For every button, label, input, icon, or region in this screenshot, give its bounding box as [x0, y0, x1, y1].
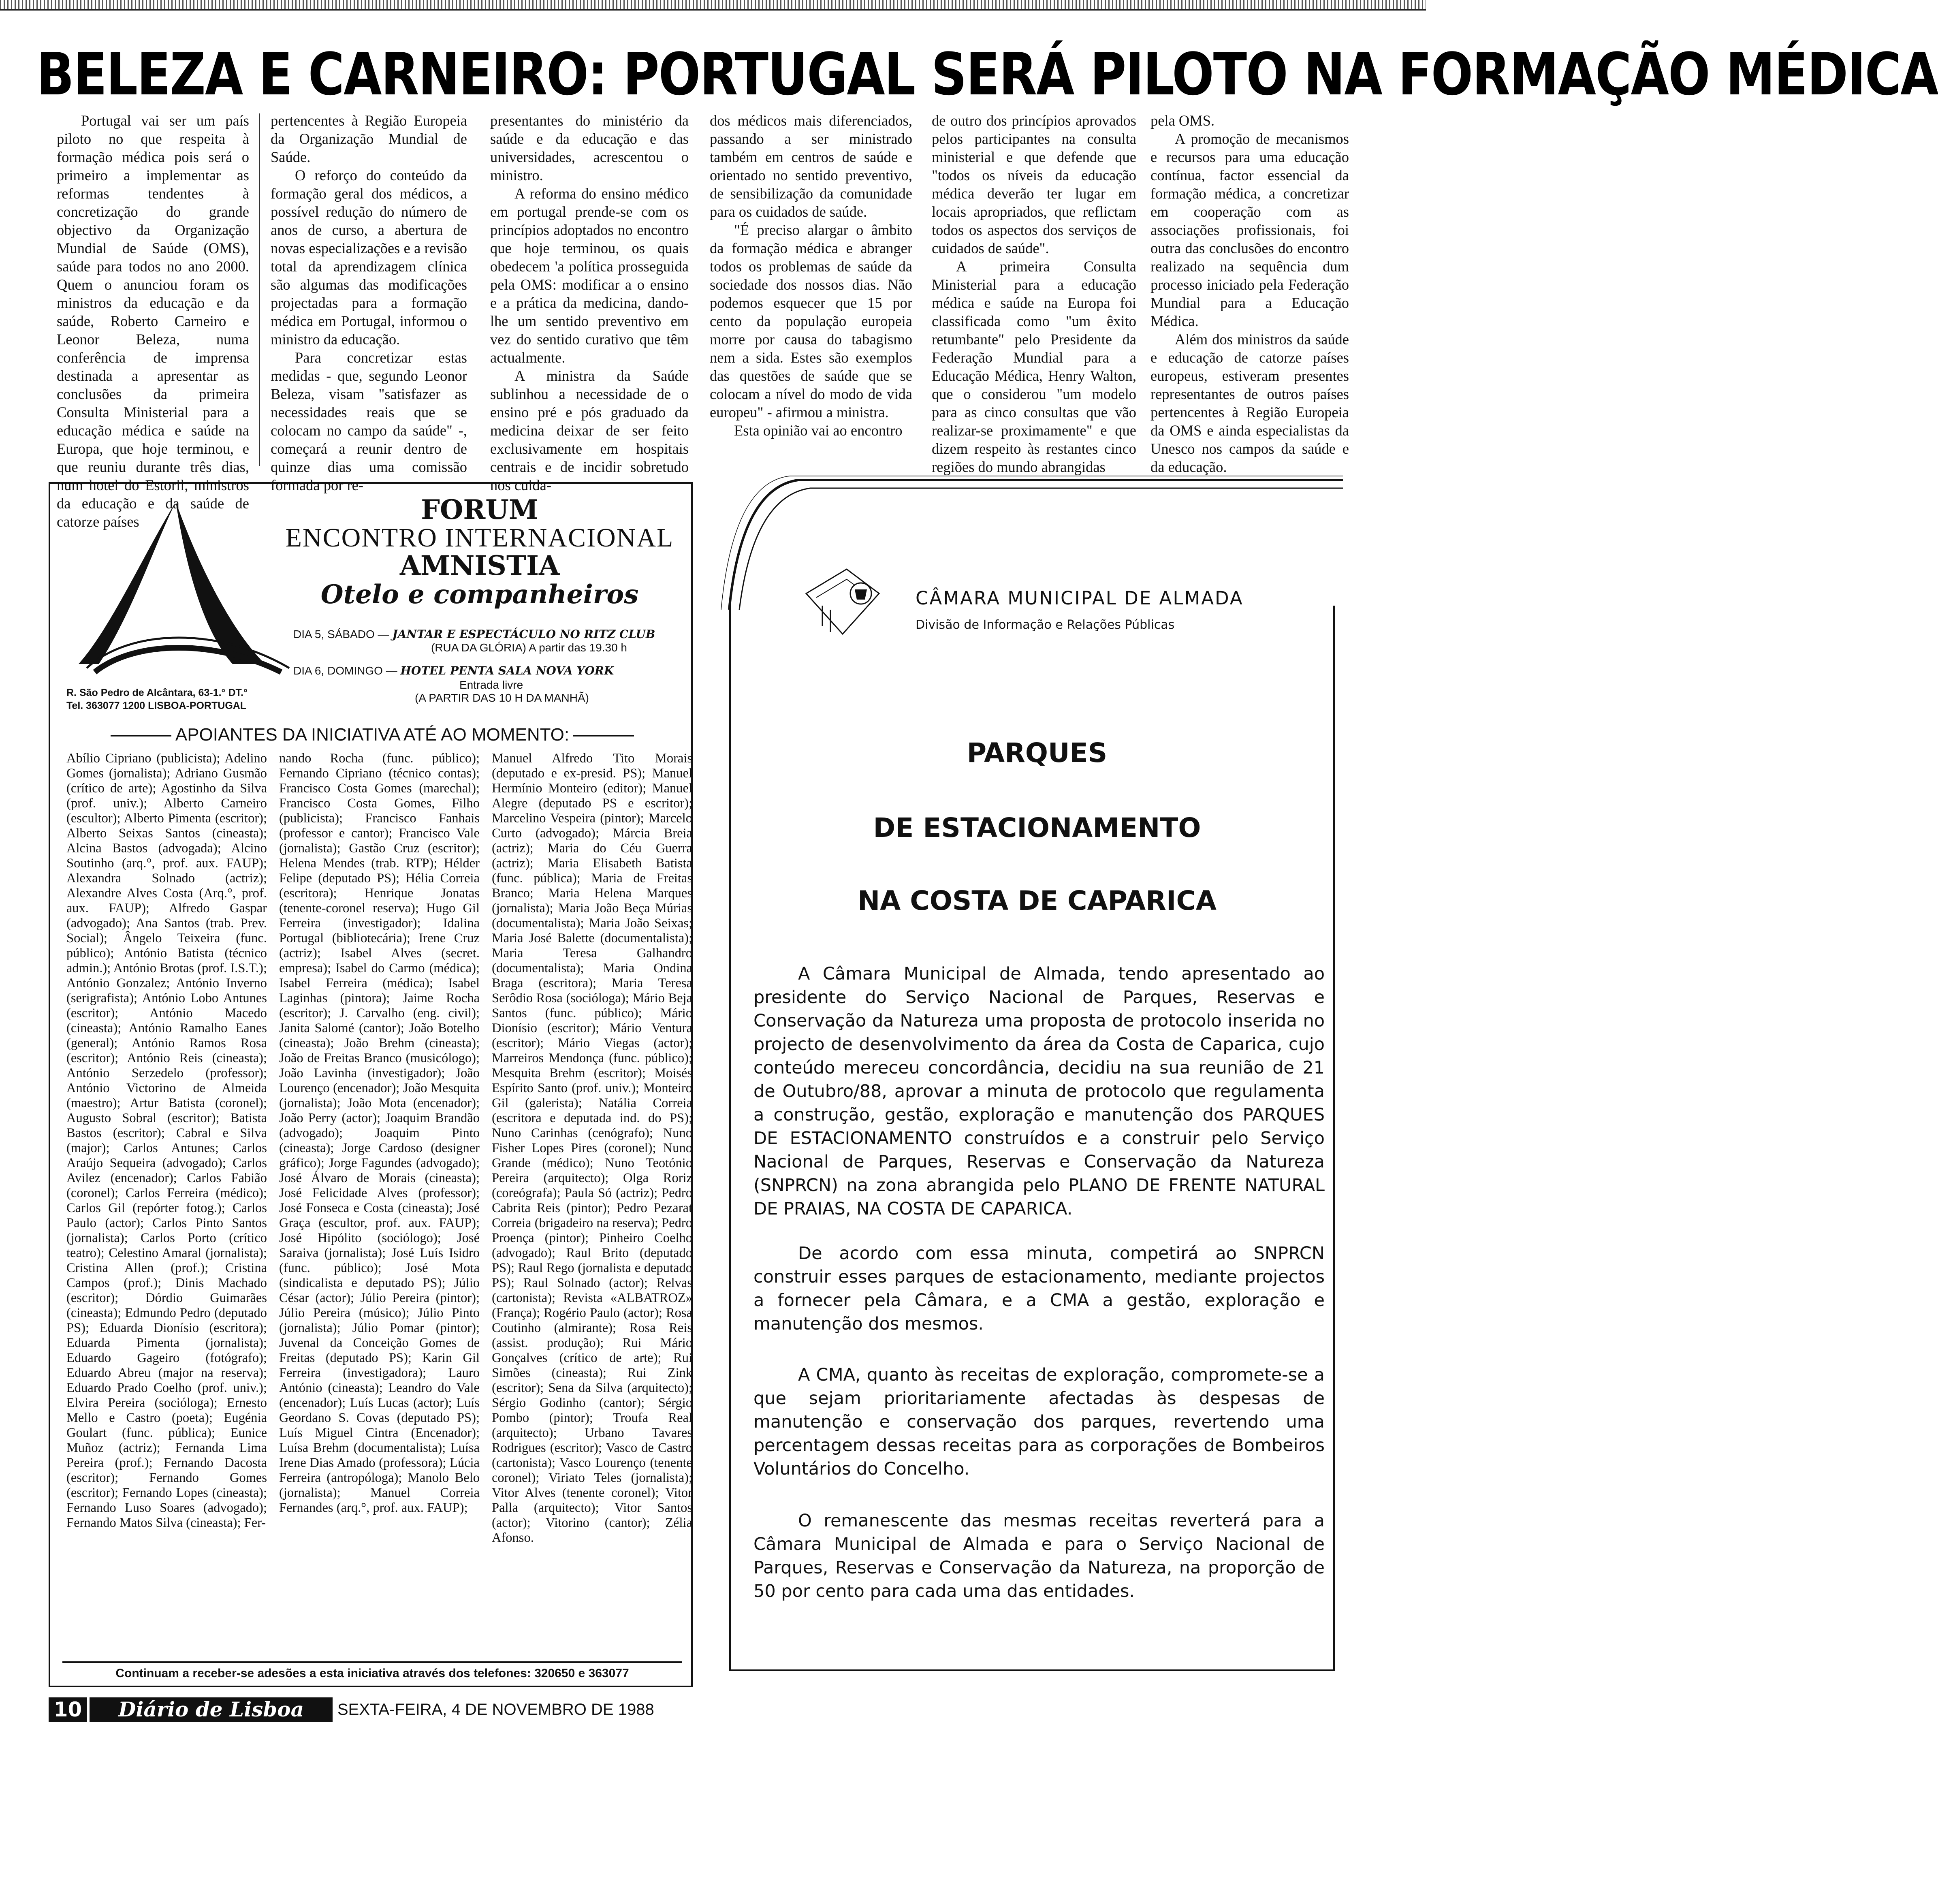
event-day: DIA 6, DOMINGO — [293, 664, 397, 677]
event-place: JANTAR E ESPECTÁCULO NO RITZ CLUB [392, 628, 655, 641]
supporters-heading [66, 725, 678, 745]
address-line: R. São Pedro de Alcântara, 63-1.° DT.° [66, 687, 248, 698]
column-rule [259, 113, 260, 466]
forum-title: FORUM [421, 494, 538, 525]
event-2-detail: Entrada livre [459, 679, 523, 691]
article-paragraph: Portugal vai ser um país piloto no que respeita à formação médica pois será o primeiro a implementar as reformas tendentes à concretização do grande objectivo da Organização Mundial de Saúde (OMS), saúde para todos no ano 2000. Quem o anunciou foram os ministros da educação e da saúde, Roberto Carneiro e Leonor Beleza, numa conferência de imprensa destinada a apresentar as conclusões da primeira Consulta Ministerial para a educação médica e saúde na Europa, que hoje terminou, e que reuniu durante três dias, num hotel do Estoril, ministros da educação e da saúde de catorze países [57, 112, 249, 530]
forum-otelo: Otelo e companheiros [320, 579, 639, 610]
article-paragraph: O reforço do conteúdo da formação geral dos médicos, a possível redução do número de anos de curso, a abertura de novas especializações e a revisão total da aprendizagem clínica são algumas das modificações projectadas para a formação médica em Portugal, informou o ministro da educação. [271, 167, 467, 348]
article-column-2 [271, 111, 467, 493]
forum-footer-note: Continuam a receber-se adesões a esta iniciativa através dos telefones: 320650 e 363077 [62, 1661, 682, 1683]
forum-address [66, 686, 248, 712]
article-paragraph: Além dos ministros da saúde e educação de catorze países europeus, estiveram presentes representantes de outros países pertencentes à Região Europeia da OMS e ainda especialistas da Unesco nos campos da saúde e da educação. [1150, 331, 1349, 475]
forum-subtitle: ENCONTRO INTERNACIONAL [285, 523, 674, 553]
notice-title-line-2: DE ESTACIONAMENTO [873, 812, 1201, 843]
supporters-column-3: Manuel Alfredo Tito Morais (deputado e ex-presid. PS); Manuel Hermínio Monteiro (editor); Manuel Alegre (deputado PS e escritor); Marcelino Vespeira (pintor); Marcelo Curto (advogado); Márcia Breia (actriz); Maria do Céu Guerra (actriz); Maria Elisabeth Batista (func. pública); Maria de Freitas Branco; Maria Helena Marques (jornalista); Maria João Beça Múrias (documentalista); Maria João Seixas; Maria José Balette (documentalista); Maria Teresa Galhandro (documentalista); Maria Ondina Braga (escritora); Maria Teresa Serôdio Rosa (socióloga); Mário Beja Santos (func. público); Mário Dionísio (escritor); Mário Ventura (escritor); Mário Viegas (actor); Marreiros Mendonça (func. público); Mesquita Brehm (escritor); Moisés Espírito Santo (prof. univ.); Monteiro Gil (galerista); Natália Correia (escritora e deputada ind. do PS); Nuno Carinhas (cenógrafo); Nuno Fisher Lopes Pires (coronel); Nuno Grande (médico); Nuno Teotónio Pereira (arquitecto); Olga Roriz (coreógrafa); Paula Só (actriz); Pedro Cabrita Reis (pintor); Pedro Pezarat Correia (brigadeiro na reserva); Pedro Proença (pintor); Pinheiro Coelho (advogado); Raul Brito (deputado PS); Raul Rego (jornalista e deputado PS); Raul Solnado (actor); Relvas (cartonista); Revista «ALBATROZ» (França); Rogério Paulo (actor); Rosa Coutinho (almirante); Rosa Reis (assist. produção); Rui Mário Gonçalves (crítico de arte); Rui Simões (cineasta); Rui Zink (escritor); Sena da Silva (arquitecto); Sérgio Godinho (cantor); Sérgio Pombo (pintor); Troufa Real (arquitecto); Urbano Tavares Rodrigues (escritor); Vasco de Castro (cartonista); Vasco Lourenço (tenente coronel); Viriato Teles (jornalista); Vitor Alves (tenente coronel); Vitor Palla (arquitecto); Vitor Santos (actor); Vitorino (cantor); Zélia Afonso. [492, 751, 692, 1545]
article-paragraph: presentantes do ministério da saúde e da educação e das universidades, acrescentou o ministro. [490, 112, 689, 184]
event-place: HOTEL PENTA SALA NOVA YORK [400, 664, 614, 677]
cma-name: CÂMARA MUNICIPAL DE ALMADA [916, 587, 1244, 609]
article-paragraph: pela OMS. [1150, 112, 1215, 129]
event-day: DIA 5, SÁBADO — [293, 628, 389, 640]
article-column-4 [710, 111, 912, 468]
cma-notice [717, 472, 1343, 1695]
notice-paragraph-2: De acordo com essa minuta, competirá ao SNPRCN construir esses parques de estacionamento, mediante projectos a fornecer pela Câmara, e a CMA a gestão, exploração e manutenção dos mesmos. [753, 1243, 1325, 1334]
article-column-6 [1150, 111, 1349, 475]
notice-title-line-1: PARQUES [967, 737, 1108, 768]
event-2 [293, 664, 614, 678]
cma-division: Divisão de Informação e Relações Públicas [916, 618, 1175, 632]
page-footer [49, 1697, 697, 1726]
article-paragraph: A reforma do ensino médico em portugal prende-se com os princípios adoptados no encontro que hoje terminou, os quais obedecem 'a política prosseguida pela OMS: modificar a o ensino e a prática da medicina, dando-lhe um sentido preventivo em vez do sentido curativo que têm actualmente. [490, 185, 689, 366]
masthead: Diário de Lisboa [90, 1697, 333, 1722]
article-paragraph: de outro dos princípios aprovados pelos participantes na consulta ministerial e que defende que "todos os níveis da educação médica deverão ter lugar em locais apropriados, que reflictam todos os aspectos dos serviços de cuidados de saúde". [932, 112, 1136, 256]
headline: BELEZA E CARNEIRO: PORTUGAL SERÁ PILOTO NA FORMAÇÃO MÉDICA [36, 40, 1938, 109]
supporters-column-1: Abílio Cipriano (publicista); Adelino Gomes (jornalista); Adriano Gusmão (crítico de arte); Agostinho da Silva (prof. univ.); Alberto Carneiro (escultor); Alberto Pimenta (escritor); Alberto Seixas Santos (cineasta); Alcina Bastos (advogada); Alcino Soutinho (arq.°, prof. aux. FAUP); Alexandra Solnado (actriz); Alexandre Alves Costa (Arq.°, prof. aux. FAUP); Alfredo Gaspar (advogado); Ana Santos (trab. Prev. Social); Ângelo Teixeira (func. público); António Batista (técnico admin.); António Brotas (prof. I.S.T.); António Gonzalez; António Inverno (serigrafista); António Lobo Antunes (escritor); António Macedo (cineasta); António Ramalho Eanes (general); António Ramos Rosa (escritor); António Reis (cineasta); António Serzedelo (professor); António Victorino de Almeida (maestro); Artur Batista (coronel); Augusto Sobral (escritor); Batista Bastos (escritor); Cabral e Silva (major); Carlos Antunes; Carlos Araújo Sequeira (advogado); Carlos Avilez (encenador); Carlos Fabião (coronel); Carlos Ferreira (médico); Carlos Gil (repórter fotog.); Carlos Paulo (actor); Carlos Pinto Santos (jornalista); Carlos Porto (crítico teatro); Celestino Amaral (jornalista); Cristina Allen (prof.); Cristina Campos (prof.); Dinis Machado (escritor); Dórdio Guimarães (cineasta); Edmundo Pedro (deputado PS); Eduarda Dionísio (escritora); Eduarda Pimenta (jornalista); Eduardo Gageiro (fotógrafo); Eduardo Abreu (major na reserva); Eduardo Prado Coelho (prof. univ.); Elvira Pereira (socióloga); Ernesto Mello e Castro (poeta); Eugénia Goulart (func. pública); Eunice Muñoz (actriz); Fernanda Lima Pereira (prof.); Fernando Dacosta (escritor); Fernando Gomes (escritor); Fernando Lopes (cineasta); Fernando Luso Soares (advogado); Fernando Matos Silva (cineasta); Fer- [66, 751, 267, 1530]
event-1 [293, 628, 655, 641]
article-paragraph: "É preciso alargar o âmbito da formação médica e abranger todos os problemas de saúde da sociedade dos nossos dias. Não podemos esquecer que 15 por cento da população europeia morre por causa do tabagismo nem a sida. Estes são exemplos das questões de saúde que se colocam a nível do modo de vida europeu" - afirmou a ministra. [710, 222, 912, 421]
phone-line: Tel. 363077 1200 LISBOA-PORTUGAL [66, 700, 247, 711]
forum-a-logo [62, 494, 289, 680]
article-column-1 [57, 111, 249, 530]
notice-paragraph-3: A CMA, quanto às receitas de exploração, compromete-se a que sejam prioritariamente afectadas às despesas de manutenção e conservação dos parques, revertendo uma percentagem dessas receitas para as corporações de Bombeiros Voluntários do Concelho. [753, 1365, 1325, 1479]
notice-title-line-3: NA COSTA DE CAPARICA [858, 885, 1217, 916]
notice-paragraph-4: O remanescente das mesmas receitas reverterá para a Câmara Municipal de Almada e para o Serviço Nacional de Parques, Reservas e Conservação da Natureza, na proporção de 50 por cento para cada uma das entidades. [753, 1511, 1325, 1601]
article-paragraph: pertencentes à Região Europeia da Organização Mundial de Saúde. [271, 112, 467, 165]
issue-date: SEXTA-FEIRA, 4 DE NOVEMBRO DE 1988 [337, 1701, 654, 1718]
supporters-column-2: nando Rocha (func. público); Fernando Cipriano (técnico contas); Francisco Costa Gomes (marechal); Francisco Costa Gomes, Filho (publicista); Francisco Fanhais (professor e cantor); Francisco Vale (jornalista); Gastão Cruz (escritor); Helena Mendes (trab. RTP); Hélder Felipe (deputado PS); Hélia Correia (escritora); Henrique Jonatas (tenente-coronel reserva); Hugo Gil Ferreira (investigador); Idalina Portugal (bibliotecária); Irene Cruz (actriz); Isabel Alves (secret. empresa); Isabel do Carmo (médica); Isabel Ferreira (médica); Isabel Laginhas (pintora); Jaime Rocha (escritor); J. Carvalho (eng. civil); Janita Salomé (cantor); João Botelho (cineasta); João Brehm (cineasta); João de Freitas Branco (musicólogo); João Lavinha (investigador); João Lourenço (encenador); João Mesquita (jornalista); João Mota (encenador); João Perry (actor); Joaquim Brandão (advogado); Joaquim Pinto (cineasta); Jorge Cardoso (designer gráfico); Jorge Fagundes (advogado); José Álvaro de Morais (cineasta); José Felicidade Alves (professor); José Fonseca e Costa (cineasta); José Graça (escultor, prof. aux. FAUP); José Hipólito (sociólogo); José Saraiva (jornalista); José Luís Isidro (func. público); José Mota (sindicalista e deputado PS); Júlio César (actor); Júlio Pereira (pintor); Júlio Pereira (músico); Júlio Pinto (jornalista); Júlio Pomar (pintor); Juvenal da Conceição Gomes de Freitas (deputado PS); Karin Gil Ferreira (investigadora); Lauro António (cineasta); Leandro do Vale (encenador); Luís Lucas (actor); Luís Geordano S. Covas (deputado PS); Luís Miguel Cintra (Encenador); Luísa Brehm (documentalista); Luísa Irene Dias Amado (professora); Lúcia Ferreira (antropóloga); Manolo Belo (jornalista); Manuel Correia Fernandes (arq.°, prof. aux. FAUP); [279, 751, 480, 1515]
article-paragraph: dos médicos mais diferenciados, passando a ser ministrado também em centros de saúde e orientado no sentido preventivo, de sensibilização da comunidade para os cuidados de saúde. [710, 112, 912, 220]
article-column-3 [490, 111, 689, 493]
article-paragraph: Para concretizar estas medidas - que, segundo Leonor Beleza, visam "satisfazer as necessidades reais que se colocam no campo da saúde" -, começará a reunir dentro de quinze dias uma comissão formada por re- [271, 349, 467, 493]
page-number: 10 [49, 1697, 87, 1722]
article-paragraph: Esta opinião vai ao encontro [734, 422, 903, 439]
article-paragraph: A promoção de mecanismos e recursos para uma educação contínua, factor essencial da formação médica, a concretizar em cooperação com as associações profissionais, foi outra das conclusões do encontro realizado na sequência dum processo iniciado pela Federação Mundial para a Educação Médica. [1150, 130, 1349, 329]
top-border [0, 0, 1426, 11]
forum-amnistia: AMNISTIA [399, 550, 560, 581]
event-1-detail: (RUA DA GLÓRIA) A partir das 19.30 h [431, 641, 627, 654]
forum-advertisement [49, 482, 693, 1687]
article-paragraph: A primeira Consulta Ministerial para a educação médica e saúde na Europa foi classificada como "um êxito retumbante" pelo Presidente da Federação Mundial para a Educação Médica, Henry Walton, que o considerou "um modelo para as cinco consultas que vão realizar-se proximamente" e que dizem respeito às restantes cinco regiões do mundo abrangidas [932, 258, 1136, 475]
supporters-heading-text: APOIANTES DA INICIATIVA ATÉ AO MOMENTO: [175, 725, 570, 745]
notice-paragraph-1: A Câmara Municipal de Almada, tendo apresentado ao presidente do Serviço Nacional de Parques, Reservas e Conservação da Natureza uma proposta de protocolo inserida no projecto de desenvolvimento da área da Costa de Caparica, cujo conteúdo mereceu concordância, decidiu na sua reunião de 21 de Outubro/88, aprovar a minuta de protocolo que regulamenta a construção, gestão, exploração e manutenção dos PARQUES DE ESTACIONAMENTO construídos e a construir pelo Serviço Nacional de Parques, Reservas e Conservação da Natureza (SNPRCN) na zona abrangida pelo PLANO DE FRENTE NATURAL DE PRAIAS, NA COSTA DE CAPARICA. [753, 964, 1325, 1219]
article-paragraph: A ministra da Saúde sublinhou a necessidade de o ensino pré e pós graduado da medicina deixar de ser feito exclusivamente em hospitais centrais e de incidir sobretudo nos cuida- [490, 367, 689, 493]
event-2-time: (A PARTIR DAS 10 H DA MANHÃ) [415, 692, 589, 704]
article-column-5 [932, 111, 1136, 475]
